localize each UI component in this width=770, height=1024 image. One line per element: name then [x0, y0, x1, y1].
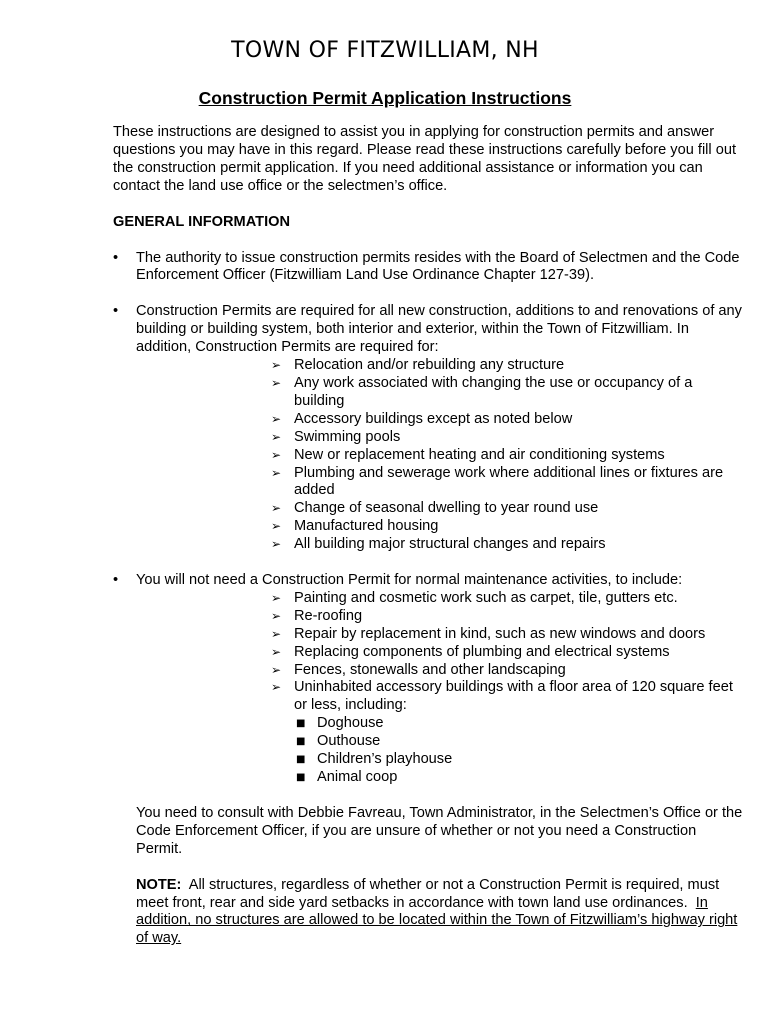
list-item: ■ Animal coop	[296, 769, 398, 785]
arrow-bullet-icon: ➢	[271, 375, 282, 390]
arrow-bullet-icon: ➢	[271, 590, 282, 605]
arrow-bullet-icon: ➢	[271, 501, 282, 516]
list-item: ➢ New or replacement heating and air conditioning systems	[271, 446, 665, 463]
general-information-heading: GENERAL INFORMATION	[113, 213, 291, 230]
bullet-text: Construction Permits are required for all new construction, additions to and renovations of any building or building system, both interior and exterior, within the Town of Fitzwilliam. In addition, Construction Permits are required for:	[136, 303, 742, 356]
document-body	[113, 124, 743, 966]
arrow-bullet-icon: ➢	[271, 608, 282, 623]
arrow-bullet-icon: ➢	[271, 626, 282, 641]
list-item: ➢ Swimming pools	[271, 428, 401, 445]
list-item: ➢ Fences, stonewalls and other landscaping	[271, 661, 566, 678]
list-item: ➢ Repair by replacement in kind, such as new windows and doors	[271, 625, 706, 642]
list-item: ■ Outhouse	[296, 733, 381, 750]
square-bullet-icon: ■	[296, 754, 306, 766]
bullet-dot-icon: •	[113, 249, 119, 266]
arrow-bullet-icon: ➢	[271, 519, 282, 534]
list-item: ➢ Replacing components of plumbing and electrical systems	[271, 643, 670, 660]
square-bullet-icon: ■	[296, 718, 306, 730]
list-item: ➢ Any work associated with changing the use or occupancy of a building	[271, 374, 693, 409]
required-list	[136, 357, 743, 554]
bullet-required	[113, 303, 743, 554]
bullet-text: You will not need a Construction Permit for normal maintenance activities, to include:	[136, 572, 683, 589]
bullet-dot-icon: •	[113, 572, 119, 589]
bullet-exempt	[113, 572, 743, 787]
arrow-bullet-icon: ➢	[271, 447, 282, 462]
list-item: ➢ Re-roofing	[271, 607, 363, 624]
arrow-bullet-icon: ➢	[271, 537, 282, 552]
list-item: ■ Doghouse	[296, 715, 384, 732]
arrow-bullet-icon: ➢	[271, 465, 282, 480]
intro-paragraph: These instructions are designed to assist you in applying for construction permits and answer questions you may have in this regard. Please read these instructions carefully before you fill out the construction permit application. If you need additional assistance or information you can contact the land use office or the selectmen’s office.	[113, 124, 737, 194]
list-item: ➢ Plumbing and sewerage work where additional lines or fixtures are added	[271, 464, 724, 499]
consult-paragraph: You need to consult with Debbie Favreau, Town Administrator, in the Selectmen’s Office or the Code Enforcement Officer, if you are unsure of whether or not you need a Construction Permit.	[136, 804, 743, 857]
square-bullet-icon: ■	[296, 736, 306, 748]
arrow-bullet-icon: ➢	[271, 644, 282, 659]
list-item: ➢ All building major structural changes and repairs	[271, 536, 606, 553]
list-item: ➢ Manufactured housing	[271, 518, 439, 535]
list-item: ➢ Relocation and/or rebuilding any structure	[271, 357, 565, 374]
list-item: ➢ Uninhabited accessory buildings with a floor area of 120 square feet or less, including:	[271, 679, 733, 714]
arrow-bullet-icon: ➢	[271, 680, 282, 695]
note-paragraph	[113, 877, 743, 949]
bullet-authority	[113, 250, 743, 286]
town-name: TOWN OF FITZWILLIAM, NH	[231, 38, 539, 63]
list-item: ➢ Accessory buildings except as noted below	[271, 410, 573, 427]
list-item: ➢ Change of seasonal dwelling to year round use	[271, 500, 599, 517]
document-title: Construction Permit Application Instructions	[198, 88, 572, 108]
list-item: ■ Children’s playhouse	[296, 751, 453, 768]
accessory-examples-list	[136, 715, 743, 787]
square-bullet-icon: ■	[296, 772, 306, 783]
note-underlined-text: In addition, no structures are allowed to be located within the Town of Fitzwilliam’s highway right of way.	[136, 894, 738, 947]
arrow-bullet-icon: ➢	[271, 358, 282, 373]
exempt-list	[136, 590, 743, 787]
note-label: NOTE:	[136, 876, 182, 893]
list-item: ➢ Painting and cosmetic work such as carpet, tile, gutters etc.	[271, 589, 678, 606]
arrow-bullet-icon: ➢	[271, 411, 282, 426]
bullet-dot-icon: •	[113, 303, 119, 320]
bullet-text: The authority to issue construction permits resides with the Board of Selectmen and the Code Enforcement Officer (Fitzwilliam Land Use Ordinance Chapter 127-39).	[136, 249, 740, 284]
arrow-bullet-icon: ➢	[271, 429, 282, 444]
note-text: All structures, regardless of whether or not a Construction Permit is required, must meet front, rear and side yard setbacks in accordance with town land use ordinances.	[136, 876, 724, 911]
arrow-bullet-icon: ➢	[271, 662, 282, 677]
